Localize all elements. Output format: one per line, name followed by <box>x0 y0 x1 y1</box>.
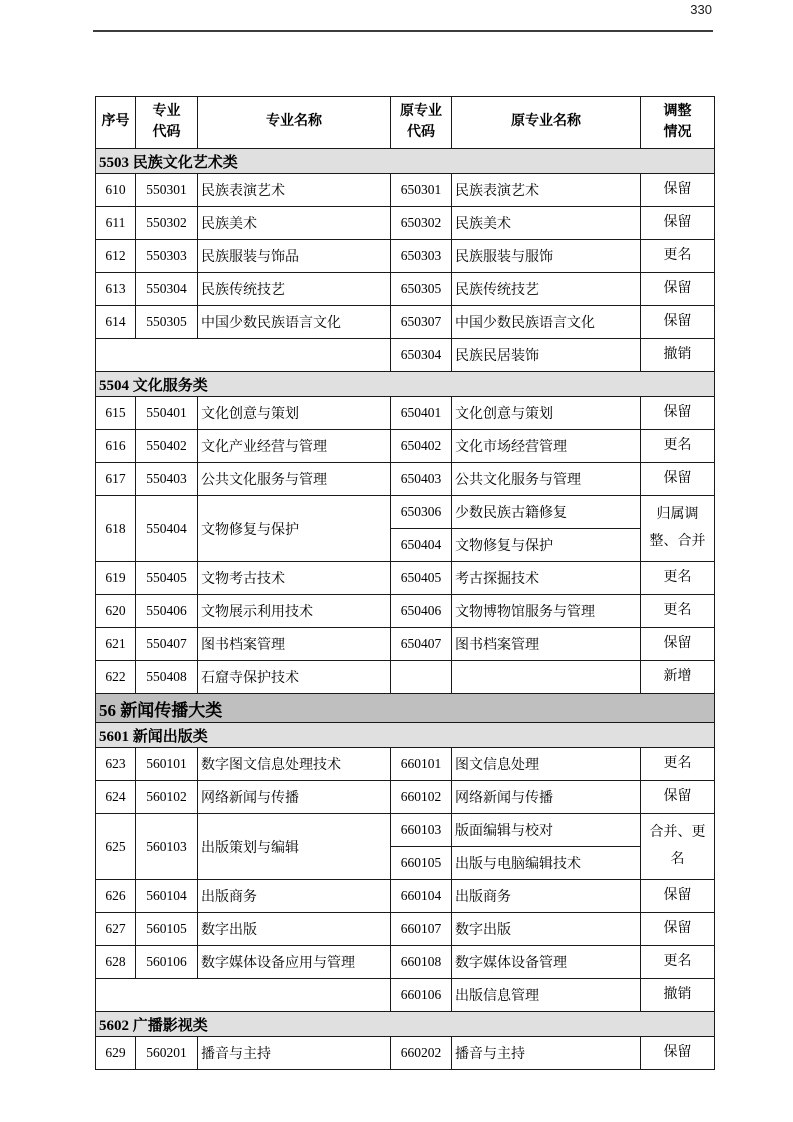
old-code-cell: 650401 <box>391 397 452 430</box>
table-body <box>96 149 715 1070</box>
section-header-label: 5601 新闻出版类 <box>96 723 715 748</box>
old-code-cell: 650302 <box>391 207 452 240</box>
old-code-cell: 660108 <box>391 946 452 979</box>
major-name-cell: 中国少数民族语言文化 <box>198 306 391 339</box>
table-row <box>96 880 715 913</box>
seq-cell: 627 <box>96 913 136 946</box>
major-code-cell: 550402 <box>136 430 198 463</box>
table-row <box>96 814 715 847</box>
old-code-cell: 650305 <box>391 273 452 306</box>
major-code-cell: 550408 <box>136 661 198 694</box>
major-code-cell: 550305 <box>136 306 198 339</box>
status-cell: 撤销 <box>641 339 715 372</box>
column-header: 专业名称 <box>198 97 391 149</box>
seq-cell: 610 <box>96 174 136 207</box>
status-cell: 撤销 <box>641 979 715 1012</box>
table-row <box>96 913 715 946</box>
section-header-label: 56 新闻传播大类 <box>96 694 715 723</box>
status-cell: 保留 <box>641 174 715 207</box>
table-row <box>96 207 715 240</box>
seq-cell: 616 <box>96 430 136 463</box>
seq-cell: 626 <box>96 880 136 913</box>
seq-cell: 614 <box>96 306 136 339</box>
major-code-cell: 560105 <box>136 913 198 946</box>
old-code-cell <box>391 661 452 694</box>
major-code-cell: 550406 <box>136 595 198 628</box>
major-name-cell: 文化创意与策划 <box>198 397 391 430</box>
old-name-cell: 民族表演艺术 <box>452 174 641 207</box>
major-code-cell: 550404 <box>136 496 198 562</box>
status-cell: 保留 <box>641 913 715 946</box>
old-code-cell: 650304 <box>391 339 452 372</box>
section-header-label: 5504 文化服务类 <box>96 372 715 397</box>
seq-cell: 625 <box>96 814 136 880</box>
table-row <box>96 339 715 372</box>
major-section-row <box>96 694 715 723</box>
major-name-cell: 民族表演艺术 <box>198 174 391 207</box>
table-row <box>96 306 715 339</box>
table-row <box>96 174 715 207</box>
status-cell: 保留 <box>641 273 715 306</box>
major-code-cell: 560101 <box>136 748 198 781</box>
major-code-cell: 550304 <box>136 273 198 306</box>
table-row <box>96 946 715 979</box>
major-name-cell: 民族传统技艺 <box>198 273 391 306</box>
status-cell: 保留 <box>641 628 715 661</box>
major-code-cell: 560201 <box>136 1037 198 1070</box>
seq-cell: 613 <box>96 273 136 306</box>
old-name-cell: 文化市场经营管理 <box>452 430 641 463</box>
status-cell: 保留 <box>641 306 715 339</box>
seq-cell: 628 <box>96 946 136 979</box>
major-code-cell: 550301 <box>136 174 198 207</box>
major-name-cell: 民族服装与饰品 <box>198 240 391 273</box>
table-row <box>96 595 715 628</box>
major-name-cell: 文物考古技术 <box>198 562 391 595</box>
old-name-cell: 图书档案管理 <box>452 628 641 661</box>
major-name-cell: 石窟寺保护技术 <box>198 661 391 694</box>
old-name-cell: 公共文化服务与管理 <box>452 463 641 496</box>
table-row <box>96 661 715 694</box>
old-code-cell: 650407 <box>391 628 452 661</box>
old-name-cell: 数字出版 <box>452 913 641 946</box>
major-code-cell: 560103 <box>136 814 198 880</box>
old-code-cell: 650406 <box>391 595 452 628</box>
old-code-cell: 650301 <box>391 174 452 207</box>
old-code-cell: 650404 <box>391 529 452 562</box>
status-cell: 归属调整、合并 <box>641 496 715 562</box>
major-name-cell: 文物展示利用技术 <box>198 595 391 628</box>
column-header: 专业 代码 <box>136 97 198 149</box>
table-row <box>96 496 715 529</box>
major-name-cell: 公共文化服务与管理 <box>198 463 391 496</box>
status-cell: 保留 <box>641 781 715 814</box>
sub-section-row <box>96 149 715 174</box>
status-cell: 合并、更名 <box>641 814 715 880</box>
old-name-cell: 考古探掘技术 <box>452 562 641 595</box>
major-name-cell: 网络新闻与传播 <box>198 781 391 814</box>
section-header-label: 5602 广播影视类 <box>96 1012 715 1037</box>
status-cell: 更名 <box>641 748 715 781</box>
status-cell: 更名 <box>641 240 715 273</box>
column-header: 原专业名称 <box>452 97 641 149</box>
old-name-cell: 文化创意与策划 <box>452 397 641 430</box>
old-code-cell: 650405 <box>391 562 452 595</box>
old-code-cell: 660202 <box>391 1037 452 1070</box>
table-row <box>96 273 715 306</box>
status-cell: 更名 <box>641 946 715 979</box>
old-name-cell: 版面编辑与校对 <box>452 814 641 847</box>
major-code-cell: 550302 <box>136 207 198 240</box>
old-name-cell: 出版商务 <box>452 880 641 913</box>
page-number: 330 <box>690 2 712 17</box>
major-name-cell: 文物修复与保护 <box>198 496 391 562</box>
table-row <box>96 430 715 463</box>
seq-cell: 612 <box>96 240 136 273</box>
old-code-cell: 660106 <box>391 979 452 1012</box>
table-row <box>96 1037 715 1070</box>
status-cell: 保留 <box>641 207 715 240</box>
old-code-cell: 660105 <box>391 847 452 880</box>
table-row <box>96 562 715 595</box>
old-name-cell: 播音与主持 <box>452 1037 641 1070</box>
major-name-cell: 数字出版 <box>198 913 391 946</box>
old-name-cell <box>452 661 641 694</box>
old-name-cell: 民族美术 <box>452 207 641 240</box>
major-name-cell: 民族美术 <box>198 207 391 240</box>
status-cell: 保留 <box>641 397 715 430</box>
major-code-cell: 560102 <box>136 781 198 814</box>
sub-section-row <box>96 1012 715 1037</box>
section-header-label: 5503 民族文化艺术类 <box>96 149 715 174</box>
seq-cell: 615 <box>96 397 136 430</box>
old-name-cell: 文物修复与保护 <box>452 529 641 562</box>
old-code-cell: 650403 <box>391 463 452 496</box>
empty-left-cell <box>96 339 391 372</box>
old-name-cell: 民族民居装饰 <box>452 339 641 372</box>
status-cell: 保留 <box>641 880 715 913</box>
old-code-cell: 660101 <box>391 748 452 781</box>
major-name-cell: 数字媒体设备应用与管理 <box>198 946 391 979</box>
old-name-cell: 出版信息管理 <box>452 979 641 1012</box>
major-code-cell: 560104 <box>136 880 198 913</box>
table-row <box>96 781 715 814</box>
major-name-cell: 数字图文信息处理技术 <box>198 748 391 781</box>
status-cell: 新增 <box>641 661 715 694</box>
table-row <box>96 240 715 273</box>
old-code-cell: 660104 <box>391 880 452 913</box>
table-row <box>96 463 715 496</box>
table-head <box>96 97 715 149</box>
status-cell: 更名 <box>641 595 715 628</box>
seq-cell: 619 <box>96 562 136 595</box>
status-cell: 保留 <box>641 463 715 496</box>
old-code-cell: 660102 <box>391 781 452 814</box>
old-code-cell: 660107 <box>391 913 452 946</box>
column-header: 原专业 代码 <box>391 97 452 149</box>
seq-cell: 621 <box>96 628 136 661</box>
status-cell: 更名 <box>641 562 715 595</box>
seq-cell: 617 <box>96 463 136 496</box>
table-row <box>96 397 715 430</box>
seq-cell: 618 <box>96 496 136 562</box>
major-name-cell: 出版商务 <box>198 880 391 913</box>
sub-section-row <box>96 723 715 748</box>
major-name-cell: 播音与主持 <box>198 1037 391 1070</box>
old-code-cell: 650303 <box>391 240 452 273</box>
table-row <box>96 628 715 661</box>
majors-adjustment-table <box>95 96 715 1070</box>
seq-cell: 611 <box>96 207 136 240</box>
seq-cell: 620 <box>96 595 136 628</box>
old-name-cell: 民族传统技艺 <box>452 273 641 306</box>
major-code-cell: 560106 <box>136 946 198 979</box>
seq-cell: 624 <box>96 781 136 814</box>
old-code-cell: 650307 <box>391 306 452 339</box>
major-code-cell: 550403 <box>136 463 198 496</box>
major-name-cell: 出版策划与编辑 <box>198 814 391 880</box>
header-rule <box>93 30 713 32</box>
status-cell: 保留 <box>641 1037 715 1070</box>
old-code-cell: 650306 <box>391 496 452 529</box>
major-name-cell: 文化产业经营与管理 <box>198 430 391 463</box>
status-cell: 更名 <box>641 430 715 463</box>
sub-section-row <box>96 372 715 397</box>
major-code-cell: 550401 <box>136 397 198 430</box>
major-code-cell: 550405 <box>136 562 198 595</box>
major-name-cell: 图书档案管理 <box>198 628 391 661</box>
old-name-cell: 中国少数民族语言文化 <box>452 306 641 339</box>
old-code-cell: 650402 <box>391 430 452 463</box>
header-row <box>96 97 715 149</box>
old-name-cell: 民族服装与服饰 <box>452 240 641 273</box>
major-code-cell: 550407 <box>136 628 198 661</box>
empty-left-cell <box>96 979 391 1012</box>
table-row <box>96 979 715 1012</box>
old-name-cell: 图文信息处理 <box>452 748 641 781</box>
column-header: 序号 <box>96 97 136 149</box>
old-code-cell: 660103 <box>391 814 452 847</box>
old-name-cell: 网络新闻与传播 <box>452 781 641 814</box>
seq-cell: 629 <box>96 1037 136 1070</box>
table-row <box>96 748 715 781</box>
old-name-cell: 文物博物馆服务与管理 <box>452 595 641 628</box>
major-code-cell: 550303 <box>136 240 198 273</box>
seq-cell: 623 <box>96 748 136 781</box>
seq-cell: 622 <box>96 661 136 694</box>
old-name-cell: 少数民族古籍修复 <box>452 496 641 529</box>
column-header: 调整 情况 <box>641 97 715 149</box>
old-name-cell: 数字媒体设备管理 <box>452 946 641 979</box>
old-name-cell: 出版与电脑编辑技术 <box>452 847 641 880</box>
